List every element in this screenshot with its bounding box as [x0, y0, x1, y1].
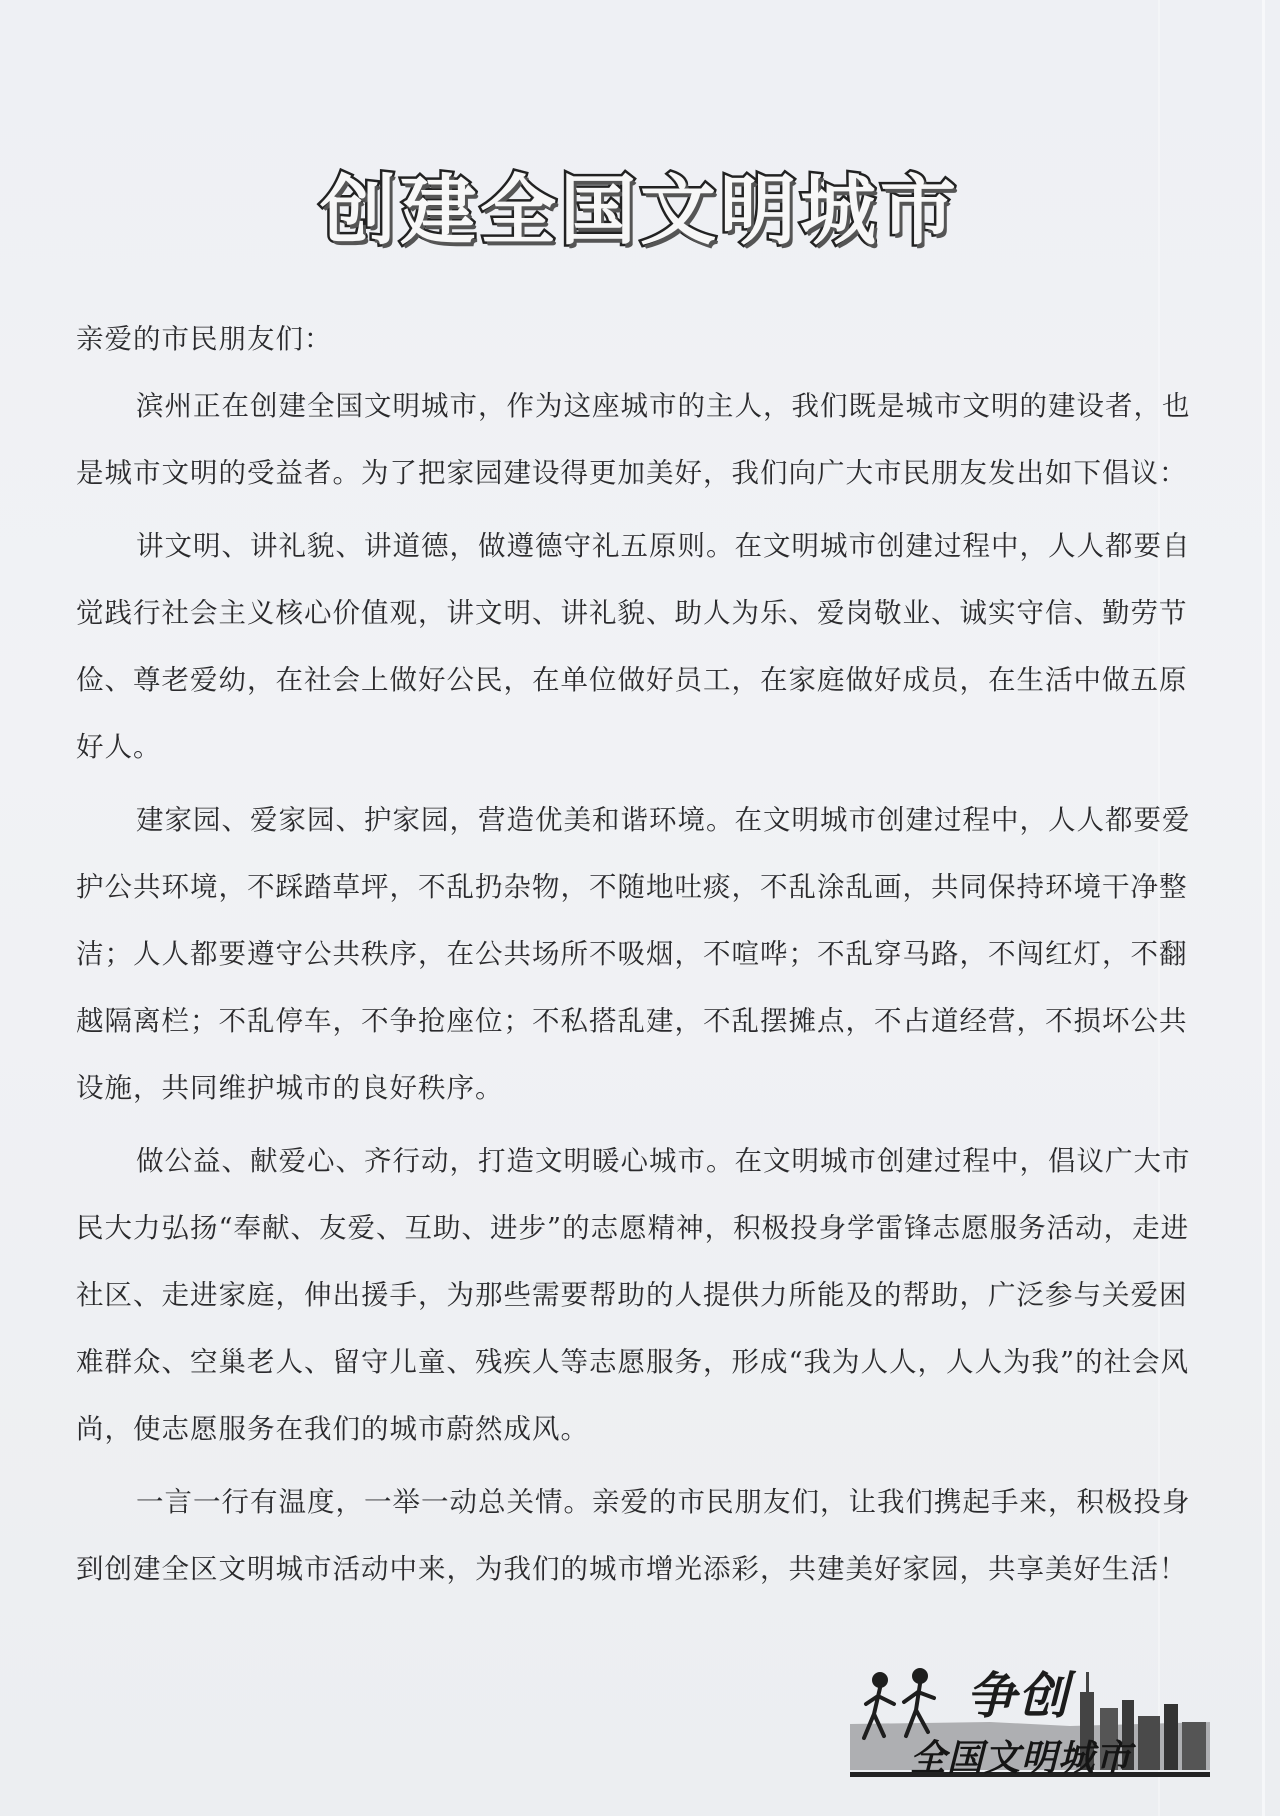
greeting: 亲爱的市民朋友们：	[76, 323, 333, 355]
document-title: 创建全国文明城市	[320, 166, 960, 255]
paragraph-closing: 一言一行有温度，一举一动总关情。亲爱的市民朋友们，让我们携起手来，积极投身到创建全区文明城市活动中来，为我们的城市增光添彩，共建美好家园，共享美好生活！	[76, 1486, 1191, 1585]
document-body	[76, 306, 1204, 1603]
logo-headline: 争创	[966, 1666, 1070, 1725]
scan-streak	[1262, 0, 1265, 1816]
logo-subline: 全国文明城市	[910, 1738, 1133, 1779]
paragraph-etiquette: 讲文明、讲礼貌、讲道德，做遵德守礼五原则。在文明城市创建过程中，人人都要自觉践行社会主义核心价值观，讲文明、讲礼貌、助人为乐、爱岗敬业、诚实守信、勤劳节俭、尊老爱幼，在社会上做好公民，在单位做好员工，在家庭做好成员，在生活中做五原好人。	[76, 530, 1191, 763]
paragraph-volunteer: 做公益、献爱心、齐行动，打造文明暖心城市。在文明城市创建过程中，倡议广大市民大力弘扬“奉献、友爱、互助、进步”的志愿精神，积极投身学雷锋志愿服务活动，走进社区、走进家庭，伸出援手，为那些需要帮助的人提供力所能及的帮助，广泛参与关爱困难群众、空巢老人、留守儿童、残疾人等志愿服务，形成“我为人人，人人为我”的社会风尚，使志愿服务在我们的城市蔚然成风。	[76, 1145, 1191, 1445]
paragraph-environment: 建家园、爱家园、护家园，营造优美和谐环境。在文明城市创建过程中，人人都要爱护公共环境，不踩踏草坪，不乱扔杂物，不随地吐痰，不乱涂乱画，共同保持环境干净整洁；人人都要遵守公共秩序，在公共场所不吸烟，不喧哗；不乱穿马路，不闯红灯，不翻越隔离栏；不乱停车，不争抢座位；不私搭乱建，不乱摆摊点，不占道经营，不损坏公共设施，共同维护城市的良好秩序。	[76, 804, 1191, 1104]
campaign-logo	[850, 1652, 1210, 1798]
paragraph-intro: 滨州正在创建全国文明城市，作为这座城市的主人，我们既是城市文明的建设者，也是城市文明的受益者。为了把家园建设得更加美好，我们向广大市民朋友发出如下倡议：	[76, 390, 1191, 489]
